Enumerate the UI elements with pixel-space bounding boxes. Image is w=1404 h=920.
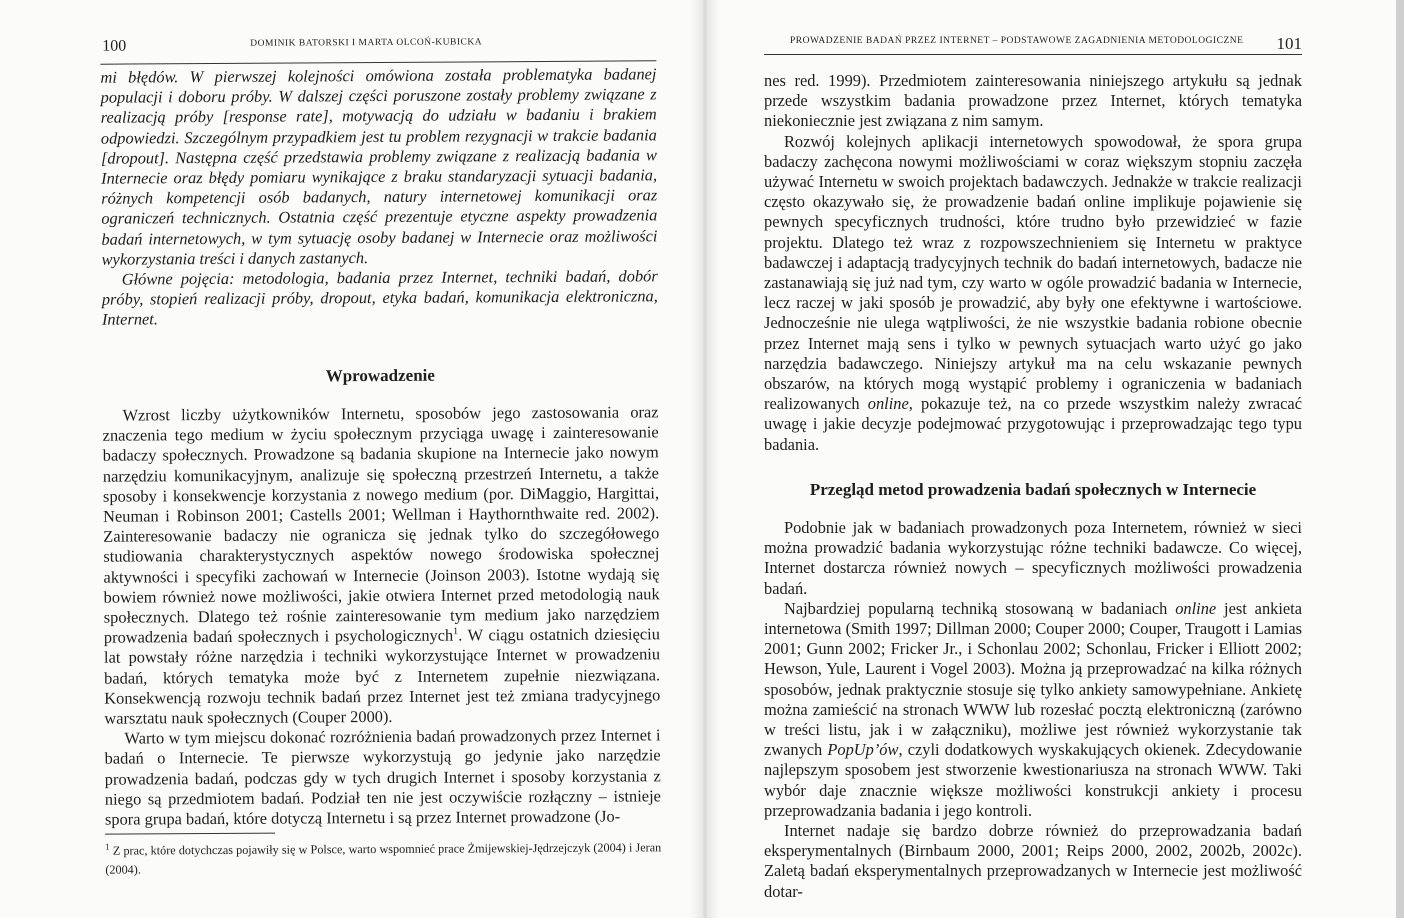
key-concepts: Główne pojęcia: metodologia, badania przez Internet, techniki badań, dobór próby, stopień realizacji próby, dropout, etyka badań, komunikacja elektroniczna, Internet.: [101, 266, 658, 330]
body-paragraph: [764, 132, 1302, 455]
footnote-reference: 1: [453, 626, 459, 638]
paragraph-text: , czyli dodatkowych wyskakujących okienek. Zdecydowanie najlepszym sposobem jest stworzenie kwestionariusza na stronach WWW. Taki wybór daje znacznie większe możliwości konstrukcji ankiety i procesu przeprowadzania badania i jego kontroli.: [764, 740, 1302, 820]
body-paragraph: [102, 402, 660, 729]
page-number-left: 100: [102, 37, 127, 55]
running-head-right: [764, 34, 1302, 56]
footnote-rule: [105, 833, 275, 835]
paragraph-text: Najbardziej popularną techniką stosowaną w badaniach: [784, 598, 1176, 618]
section-title-methods-overview: Przegląd metod prowadzenia badań społecznych w Internecie: [809, 480, 1257, 499]
paragraph-text: Wzrost liczby użytkowników Internetu, sposobów jego zastosowania oraz znaczenia tego medium w życiu społecznym przyciąga uwagę i zainteresowanie badaczy społecznych. Prowadzone są badania skupione na Internecie jako nowym narzędziu komunikacyjnym, analizuje się społeczną przestrzeń Internetu, a także sposoby i konsekwencje korzystania z nowego medium (por. DiMaggio, Hargittai, Neuman i Robinson 2001; Castells 2001; Wellman i Haythornthwaite red. 2002). Zainteresowanie badaczy nie ogranicza się jednak tylko do szczegółowego studiowania charakterystycznych aspektów nowego środowiska społecznej aktywności i specyfiki zachowań w Internecie (Joinson 2003). Istotne wydają się bowiem również nowe możliwości, jakie otwiera Internet przed metodologią nauk społecznych. Dlatego też rośnie zainteresowanie tym medium jako narzędziem prowadzenia badań społecznych i psychologicznych: [102, 402, 660, 647]
paragraph-text: . W ciągu ostatnich dziesięciu lat powstały różne narzędzia i techniki wykorzystujące Internet w prowadzeniu badań, których tematyka może być z Internetem zupełnie niezwiązana. Konsekwencją rozwoju technik badań przez Internet jest też zmiana tradycyjnego warsztatu nauk społecznych (Couper 2000).: [103, 624, 661, 728]
page-edge: [1396, 0, 1404, 918]
footnote: [105, 838, 661, 878]
italic-term: online: [867, 394, 909, 414]
book-gutter: [690, 0, 720, 918]
running-head-left: [100, 32, 656, 57]
body-paragraph: nes red. 1999). Przedmiotem zainteresowania niniejszego artykułu są jednak przede wszystkim badania prowadzone przez Internet, których tematyka niekoniecznie jest związana z nim samym.: [764, 71, 1302, 131]
running-head-title-right: PROWADZENIE BADAŃ PRZEZ INTERNET – PODSTAWOWE ZAGADNIENIA METODOLOGICZNE: [790, 36, 1244, 46]
body-text-right-bottom: [764, 518, 1302, 902]
body-paragraph: Internet nadaje się bardzo dobrze również do przeprowadzania badań eksperymentalnych (Birnbaum 2000, 2001; Reips 2000, 2002, 2002b, 2002c). Zaletą badań eksperymentalnych przeprowadzanych w Internecie jest możliwość dotar-: [764, 821, 1302, 901]
abstract: [100, 64, 658, 330]
paragraph-text: , pokazuje też, na co przede wszystkim należy zwracać uwagę i jakie decyzje podejmować przygotowując i przeprowadzając tego typu badania.: [764, 394, 1302, 454]
footnote-text: Z prac, które dotychczas pojawiły się w Polsce, warto wspomnieć prace Żmijewskiej-Jędrzejczyk (2004) i Jeran (2004).: [105, 840, 662, 877]
paragraph-text: Rozwój kolejnych aplikacji internetowych spowodował, że spora grupa badaczy zachęcona nowymi możliwościami w coraz większym stopniu zaczęła używać Internetu w swoich projektach badawczych. Jednakże w trakcie realizacji często okazywało się, że prowadzenie badań online implikuje pojawienie się pewnych specyficznych trudności, które trudno było przewidzieć w fazie projektu. Dlatego też wraz z rozpowszechnieniem się Internetu w praktyce badawczej i adaptacją tradycyjnych technik do badań internetowych, badacze nie zastanawiają się już nad tym, czy warto w ogóle prowadzić badania w Internecie, lecz raczej w jaki sposób je prowadzić, aby były one efektywne i wartościowe. Jednocześnie nie ulega wątpliwości, że nie wszystkie badania robione obecnie przez Internet mają sens i tylko w pewnych sytuacjach warto użyć go jako narzędzia badawczego. Niniejszy artykuł ma na celu wskazanie pewnych obszarów, na których mogą wystąpić problemy i ograniczenia w badaniach realizowanych: [764, 131, 1302, 414]
footnote-number: 1: [105, 841, 110, 852]
header-rule-right: [764, 54, 1302, 55]
body-text-right-top: [764, 71, 1302, 455]
body-paragraph: Podobnie jak w badaniach prowadzonych poza Internetem, również w sieci można prowadzić badania wykorzystując różne techniki badawcze. Co więcej, Internet dostarcza również nowych – specyficznych możliwości prowadzenia badań.: [764, 518, 1302, 598]
body-text-left: [102, 402, 661, 830]
page-number-right: 101: [1276, 34, 1302, 53]
left-page: [100, 0, 662, 920]
body-paragraph: [764, 599, 1302, 821]
italic-term: online: [1175, 598, 1217, 618]
running-head-title-left: DOMINIK BATORSKI I MARTA OLCOŃ-KUBICKA: [250, 37, 483, 49]
right-page: [764, 0, 1302, 918]
body-paragraph: Warto w tym miejscu dokonać rozróżnienia badań prowadzonych przez Internet i badań o Internecie. Te pierwsze wykorzystują go jedynie jako narzędzie prowadzenia badań, podczas gdy w tych drugich Internet i sposoby korzystania z niego są przedmiotem badań. Podział ten nie jest oczywiście rozłączny – istnieje spora grupa badań, które dotyczą Internetu i są przez Internet prowadzone (Jo-: [104, 725, 661, 829]
section-title-introduction: Wprowadzenie: [325, 365, 435, 386]
paragraph-text: jest ankieta internetowa (Smith 1997; Dillman 2000; Couper 2000; Couper, Traugott i Lamias 2001; Gunn 2002; Fricker Jr., i Schonlau 2002; Schonlau, Fricker i Elliott 2002; Hewson, Yule, Laurent i Vogel 2003). Można ją przeprowadzać na kilka różnych sposobów, jednak praktycznie stosuje się tylko ankiety samowypełniane. Ankietę można zamieścić na stronach WWW lub rozesłać pocztą elektroniczną (zarówno w treści listu, jak i w załączniku), możliwe jest również wykorzystanie tak zwanych: [764, 598, 1302, 760]
italic-term: PopUp’ów: [827, 740, 899, 760]
abstract-paragraph: mi błędów. W pierwszej kolejności omówiona została problematyka badanej populacji i doboru próby. W dalszej części poruszone zostały problemy związane z realizacją próby [response rate], motywacją do udziału w badaniu i brakiem odpowiedzi. Szczególnym przypadkiem jest tu problem rezygnacji w trakcie badania [dropout]. Następna część przedstawia problemy związane z realizacją badania w Internecie oraz błędy pomiaru wynikające z braku standaryzacji sytuacji badania, różnych kompetencji osób badanych, natury internetowej komunikacji oraz ograniczeń technicznych. Ostatnia część prezentuje etyczne aspekty prowadzenia badań internetowych, w tym sytuację osoby badanej w Internecie oraz możliwości wykorzystania treści i danych zastanych.: [100, 64, 658, 269]
